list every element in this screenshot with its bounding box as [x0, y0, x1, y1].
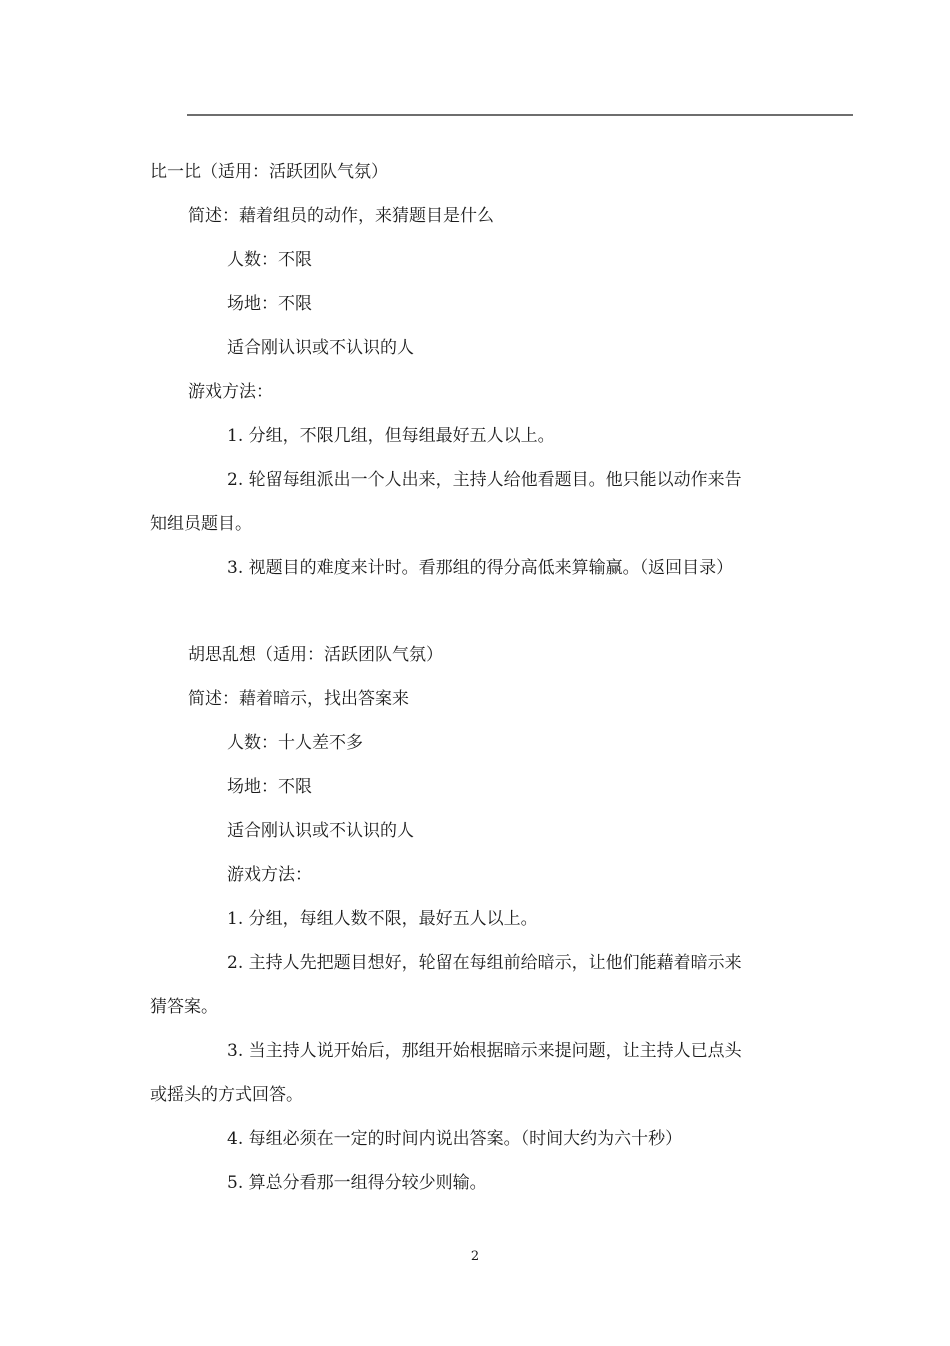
method-heading: 游戏方法： [227, 865, 312, 885]
venue: 场地：不限 [227, 777, 312, 797]
venue: 场地：不限 [227, 294, 312, 314]
step-item: 4. 每组必须在一定的时间内说出答案。（时间大约为六十秒） [227, 1129, 683, 1149]
step-item-continuation: 或摇头的方式回答。 [150, 1085, 303, 1105]
people-count: 人数：不限 [227, 250, 312, 270]
step-item: 1. 分组，不限几组，但每组最好五人以上。 [227, 426, 555, 446]
step-item: 2. 主持人先把题目想好，轮留在每组前给暗示，让他们能藉着暗示来 [227, 953, 742, 973]
step-item: 3. 视题目的难度来计时。看那组的得分高低来算输赢。（返回目录） [227, 558, 734, 578]
suitable-for: 适合刚认识或不认识的人 [227, 821, 414, 841]
summary: 简述：藉着组员的动作，来猜题目是什么 [188, 206, 494, 226]
method-heading: 游戏方法： [188, 382, 273, 402]
step-item-continuation: 猜答案。 [150, 997, 218, 1017]
section-title: 比一比（适用：活跃团队气氛） [150, 162, 388, 182]
step-item: 2. 轮留每组派出一个人出来，主持人给他看题目。他只能以动作来告 [227, 470, 742, 490]
step-item: 1. 分组，每组人数不限，最好五人以上。 [227, 909, 538, 929]
step-item-continuation: 知组员题目。 [150, 514, 252, 534]
section-title: 胡思乱想（适用：活跃团队气氛） [188, 645, 443, 665]
summary: 简述：藉着暗示，找出答案来 [188, 689, 409, 709]
step-item: 5. 算总分看那一组得分较少则输。 [227, 1173, 487, 1193]
suitable-for: 适合刚认识或不认识的人 [227, 338, 414, 358]
step-item: 3. 当主持人说开始后，那组开始根据暗示来提问题，让主持人已点头 [227, 1041, 742, 1061]
page-number: 2 [470, 1249, 480, 1264]
header-rule [187, 114, 853, 116]
people-count: 人数：十人差不多 [227, 733, 363, 753]
